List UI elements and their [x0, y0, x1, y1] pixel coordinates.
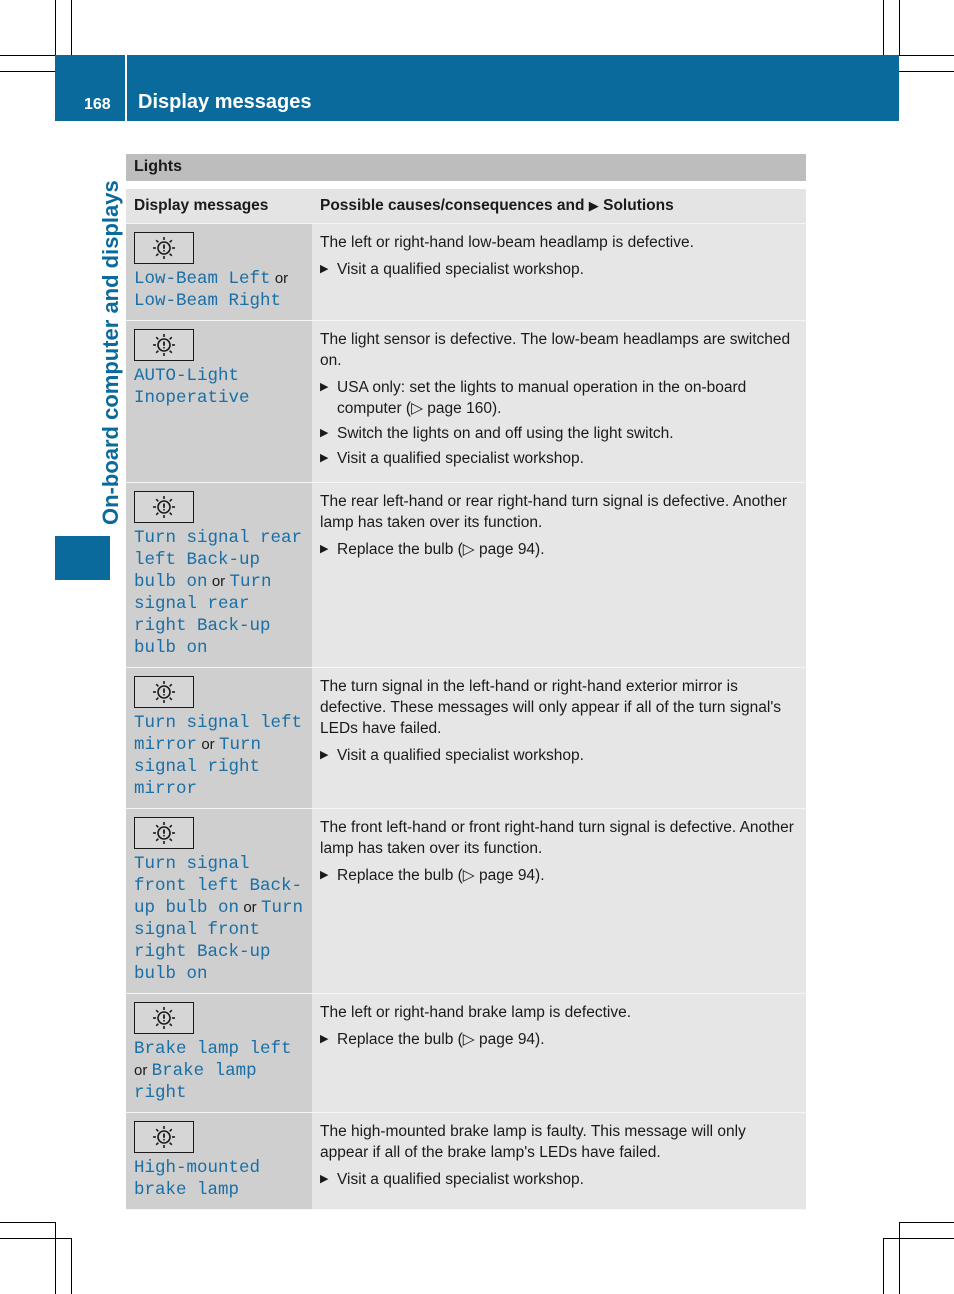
crop-mark [0, 71, 55, 72]
crop-mark [55, 1222, 56, 1294]
chapter-tab [55, 536, 110, 580]
solution-step-text: USA only: set the lights to manual operation in the on-board computer (▷ page 160). [337, 379, 747, 417]
triangle-arrow-icon: ▶ [320, 381, 329, 393]
cause-solution-cell [312, 321, 806, 483]
triangle-arrow-icon: ▶ [320, 749, 329, 761]
table-row [126, 809, 806, 994]
page-header [55, 55, 899, 121]
lamp-warning-icon [134, 491, 194, 523]
cause-solution-cell [312, 483, 806, 668]
section-title: Lights [134, 158, 182, 175]
solution-step-text: Switch the lights on and off using the light switch. [337, 425, 674, 442]
solution-step [320, 1169, 798, 1190]
cause-solution-cell [312, 668, 806, 809]
crop-mark [0, 1238, 71, 1239]
lamp-warning-icon [134, 817, 194, 849]
message-a: Brake lamp left [134, 1039, 292, 1059]
message-a: High-mounted brake lamp [134, 1158, 261, 1200]
table-header-row [126, 189, 806, 224]
message-b: Brake lamp right [134, 1061, 257, 1103]
lamp-warning-icon [134, 329, 194, 361]
display-message-text [134, 853, 304, 985]
lamp-warning-icon [134, 1002, 194, 1034]
solution-step [320, 259, 798, 280]
display-messages-table [126, 189, 806, 1210]
solution-step [320, 539, 798, 560]
cause-text: The high-mounted brake lamp is faulty. This message will only appear if all of the brake lamp's LEDs have failed. [320, 1123, 746, 1161]
crop-mark [71, 1238, 72, 1294]
crop-mark [883, 1238, 954, 1239]
solution-steps [320, 1169, 798, 1190]
triangle-arrow-icon: ▶ [320, 543, 329, 555]
message-a: Turn signal rear left Back-up bulb on [134, 528, 303, 592]
solution-steps [320, 865, 798, 886]
display-message-cell [126, 809, 312, 994]
solution-steps [320, 377, 798, 469]
cause-solution-cell [312, 809, 806, 994]
chapter-title: On-board computer and displays [98, 180, 123, 525]
column-header-messages: Display messages [126, 189, 312, 224]
crop-mark [899, 1222, 954, 1223]
or-separator: or [274, 270, 289, 287]
solution-step-text: Replace the bulb (▷ page 94). [337, 541, 545, 558]
message-a: Turn signal front left Back-up bulb on [134, 854, 303, 918]
crop-mark [883, 1238, 884, 1294]
crop-mark [899, 71, 954, 72]
cause-text: The rear left-hand or rear right-hand turn signal is defective. Another lamp has taken over its function. [320, 493, 787, 531]
triangle-arrow-icon: ▶ [320, 427, 329, 439]
crop-mark [899, 1222, 900, 1294]
triangle-arrow-icon: ▶ [320, 1173, 329, 1185]
header-divider [125, 55, 127, 121]
solution-step [320, 865, 798, 886]
message-b: Turn signal rear right Back-up bulb on [134, 572, 272, 658]
column-header-causes [312, 189, 806, 224]
solution-steps [320, 745, 798, 766]
triangle-arrow-icon: ▶ [320, 452, 329, 464]
solution-step [320, 423, 798, 444]
triangle-arrow-icon: ▶ [320, 1033, 329, 1045]
page-number: 168 [84, 96, 111, 113]
lamp-warning-icon [134, 232, 194, 264]
cause-text: The front left-hand or front right-hand turn signal is defective. Another lamp has taken over its function. [320, 819, 794, 857]
crop-mark [0, 1222, 55, 1223]
display-message-text [134, 1157, 304, 1201]
solution-step-text: Replace the bulb (▷ page 94). [337, 1031, 545, 1048]
solution-step-text: Visit a qualified specialist workshop. [337, 1171, 584, 1188]
display-message-cell [126, 224, 312, 321]
solution-step [320, 377, 798, 419]
or-separator: or [134, 1062, 148, 1079]
display-message-text [134, 365, 304, 409]
crop-mark [899, 55, 954, 56]
display-message-text [134, 712, 304, 800]
crop-mark [899, 0, 900, 55]
lamp-warning-icon [134, 676, 194, 708]
message-b: Turn signal front right Back-up bulb on [134, 898, 304, 984]
or-separator: or [243, 899, 257, 916]
column-header-solutions-text: Solutions [603, 197, 674, 214]
table-row [126, 321, 806, 483]
message-a: AUTO-Light Inoperative [134, 366, 250, 408]
cause-text: The turn signal in the left-hand or right-hand exterior mirror is defective. These messages will only appear if all of the turn signal's LEDs have failed. [320, 678, 782, 737]
display-message-text [134, 1038, 304, 1104]
solution-steps [320, 539, 798, 560]
solution-step [320, 745, 798, 766]
column-header-causes-text: Possible causes/consequences and [320, 197, 585, 214]
message-b: Low-Beam Right [134, 291, 282, 311]
display-message-cell [126, 483, 312, 668]
display-message-cell [126, 668, 312, 809]
display-message-cell [126, 994, 312, 1113]
cause-text: The left or right-hand brake lamp is defective. [320, 1004, 632, 1021]
triangle-arrow-icon: ▶ [320, 263, 329, 275]
table-row [126, 483, 806, 668]
message-b: Turn signal right mirror [134, 735, 261, 799]
solution-step-text: Replace the bulb (▷ page 94). [337, 867, 545, 884]
solution-steps [320, 1029, 798, 1050]
solution-step-text: Visit a qualified specialist workshop. [337, 261, 584, 278]
page-title: Display messages [138, 91, 312, 113]
or-separator: or [201, 736, 215, 753]
solution-step [320, 1029, 798, 1050]
solution-steps [320, 259, 798, 280]
lamp-warning-icon [134, 1121, 194, 1153]
cause-solution-cell [312, 1113, 806, 1210]
table-row [126, 668, 806, 809]
display-message-cell [126, 1113, 312, 1210]
table-row [126, 224, 806, 321]
table-row [126, 994, 806, 1113]
cause-solution-cell [312, 224, 806, 321]
triangle-arrow-icon: ▶ [588, 198, 599, 213]
triangle-arrow-icon: ▶ [320, 869, 329, 881]
message-a: Turn signal left mirror [134, 713, 303, 755]
display-message-text [134, 527, 304, 659]
crop-mark [71, 0, 72, 55]
or-separator: or [211, 573, 226, 590]
crop-mark [883, 0, 884, 55]
crop-mark [0, 55, 55, 56]
section-heading-bar [126, 154, 806, 181]
crop-mark [55, 0, 56, 55]
cause-text: The left or right-hand low-beam headlamp is defective. [320, 234, 694, 251]
solution-step-text: Visit a qualified specialist workshop. [337, 450, 584, 467]
display-message-cell [126, 321, 312, 483]
table-row [126, 1113, 806, 1210]
display-message-text [134, 268, 304, 312]
cause-solution-cell [312, 994, 806, 1113]
solution-step-text: Visit a qualified specialist workshop. [337, 747, 584, 764]
message-a: Low-Beam Left [134, 269, 271, 289]
solution-step [320, 448, 798, 469]
cause-text: The light sensor is defective. The low-beam headlamps are switched on. [320, 331, 791, 369]
